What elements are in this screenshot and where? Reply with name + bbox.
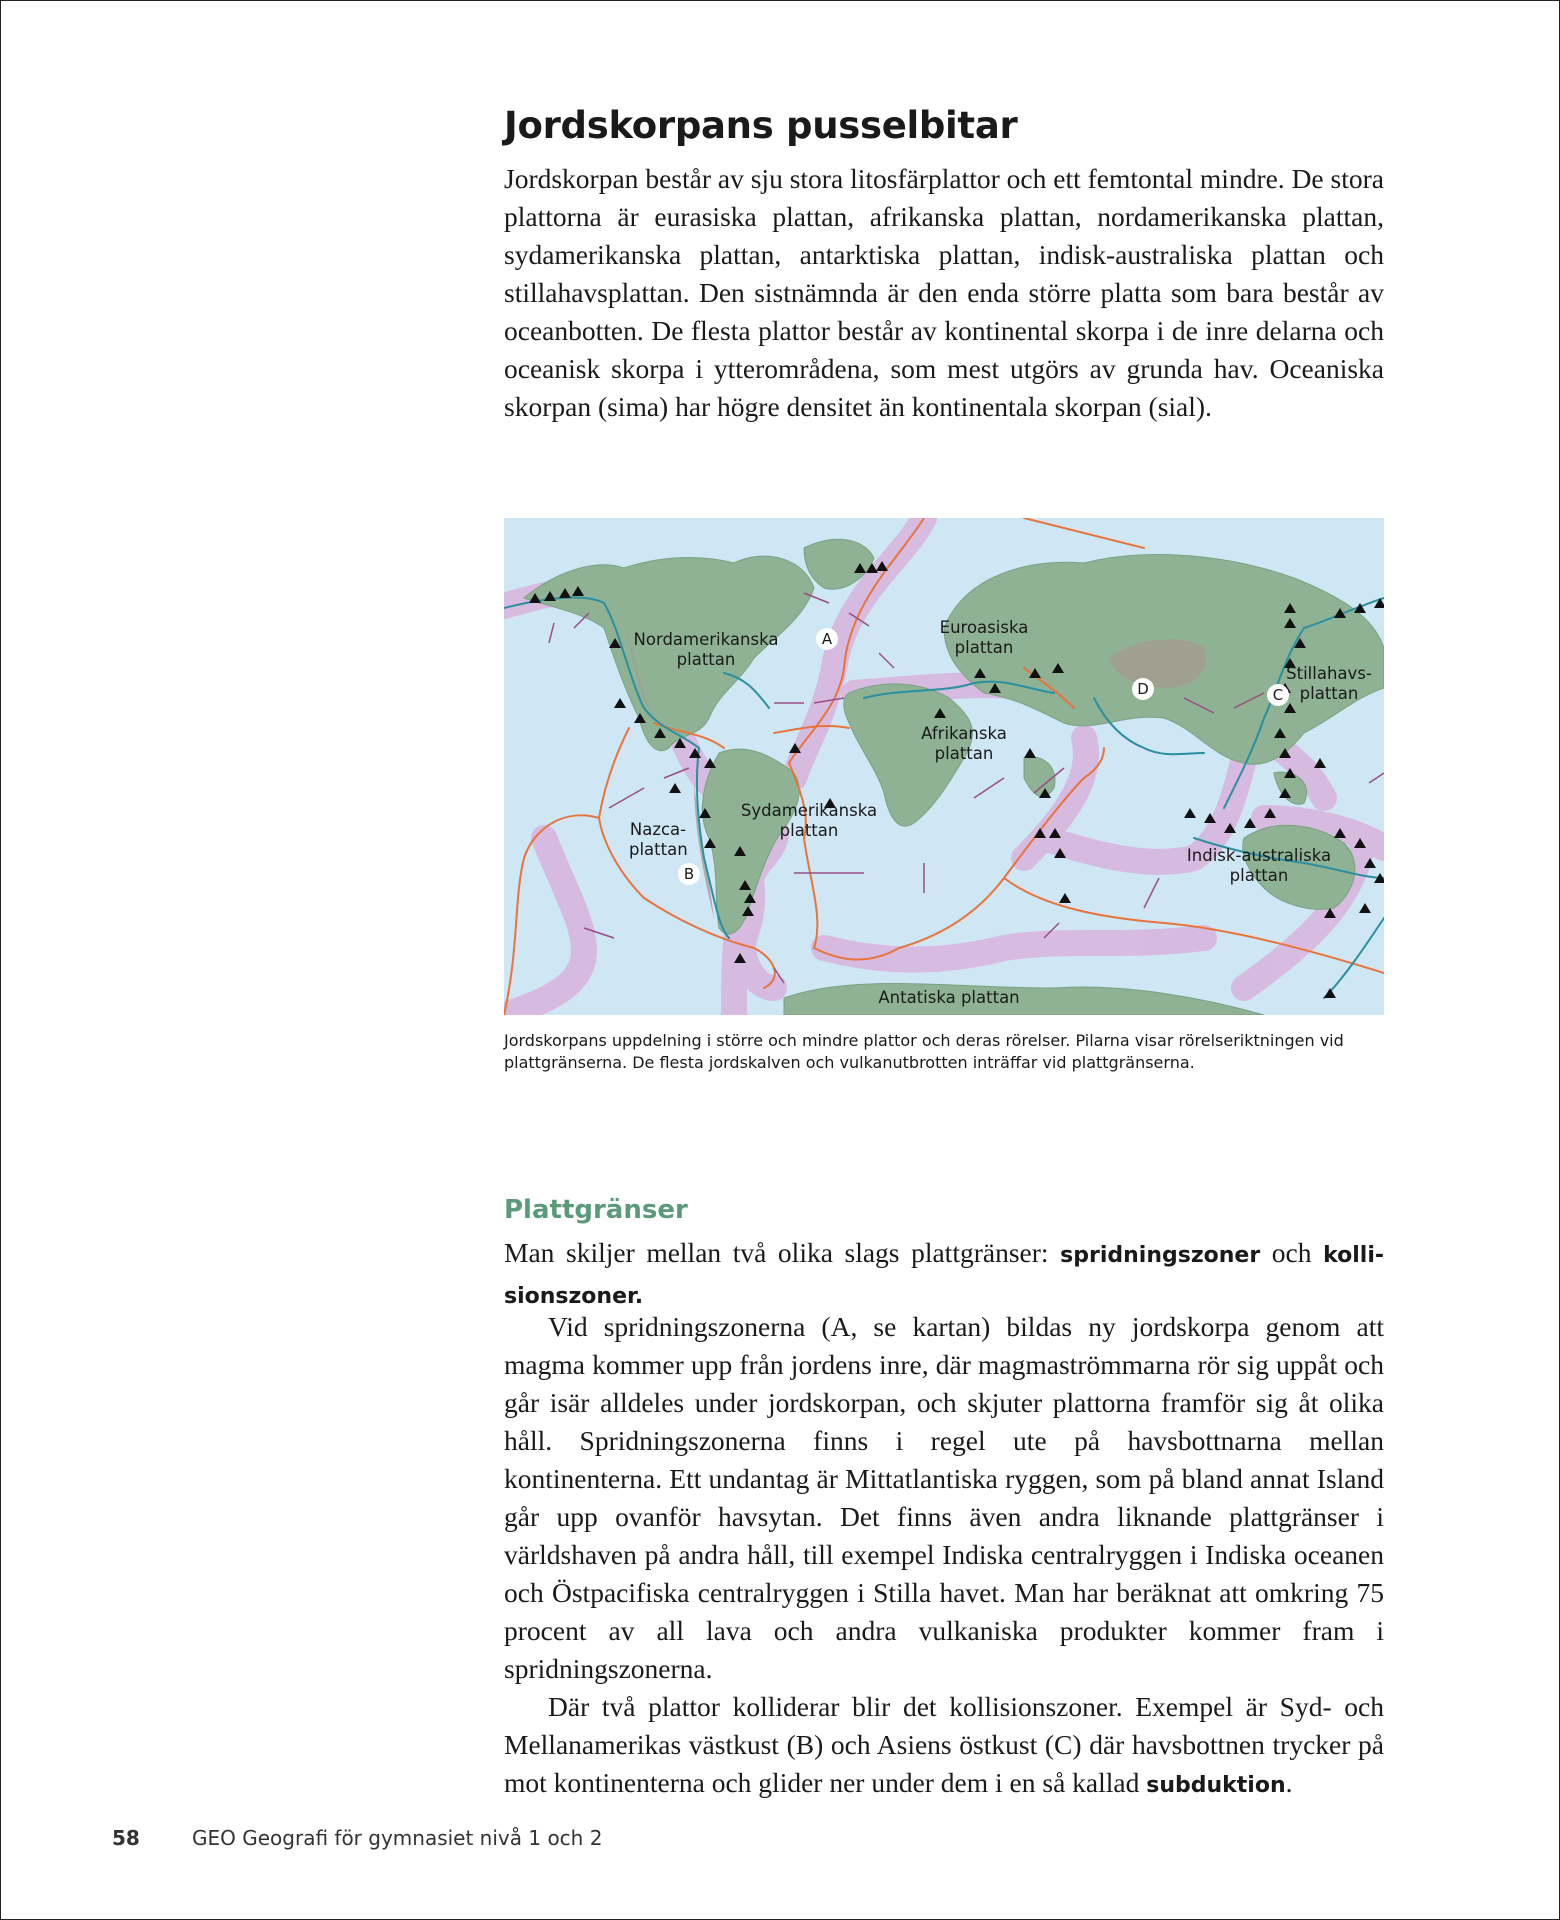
label-euroasiska-plattan: Euroasiska plattan <box>939 618 1029 657</box>
section-heading: Plattgränser <box>504 1195 688 1225</box>
keyword-kollisionszoner: kollisionszoner <box>504 1243 1384 1309</box>
p1-period: . <box>634 1284 644 1309</box>
intro-paragraph: Jordskorpan består av sju stora litosfärplattor och ett femtontal mindre. De stora plattorna är eurasiska plattan, afrikanska plattan, nordamerikanska plattan, sydamerikanska plattan, antarktiska plattan, indisk-australiska plattan och stillahavsplattan. Den sistnämnda är den enda större platta som bara består av oceanbotten. De flesta plattor består av kontinental skorpa i de inre delarna och oceanisk skorpa i ytterområdena, som mest utgörs av grunda hav. Oceaniska skorpan (sima) har högre densitet än kontinentala skorpan (sial). <box>504 163 1384 422</box>
label-nordamerikanska-plattan: Nordamerikanska plattan <box>633 630 779 669</box>
paragraph-plattgranser <box>504 1234 1384 1316</box>
p1-text-and: och <box>1260 1237 1324 1268</box>
keyword-subduktion: subduktion <box>1146 1773 1286 1798</box>
label-afrikanska-plattan: Afrikanska plattan <box>921 724 1007 763</box>
p1-text: Man skiljer mellan två olika slags plattgränser: <box>504 1237 1061 1268</box>
keyword-spridningszoner: spridningszoner <box>1060 1243 1261 1268</box>
paragraph-kollisionszoner <box>504 1688 1384 1805</box>
paragraph-spridningszoner: Vid spridningszonerna (A, se kartan) bildas ny jordskorpa genom att magma kommer upp från jordens inre, där magmaströmmarna rör sig uppåt och går isär alldeles under jordskorpan, och skjuter plattorna framför sig åt olika håll. Spridningszonerna finns i regel ute på havsbottnarna mellan kontinenterna. Ett undantag är Mittatlantiska ryggen, som på bland annat Island går upp ovanför havsytan. Det finns även andra liknande plattgränser i världshaven på andra håll, till exempel Indiska centralryggen i Indiska oceanen och Östpacifiska centralryggen i Stilla havet. Man har beräknat att omkring 75 procent av all lava och andra vulkaniska produkter kommer fram i spridningszonerna. <box>504 1311 1384 1684</box>
page-number: 58 <box>112 1826 140 1850</box>
marker-c: C <box>1267 684 1289 706</box>
label-sydamerikanska-plattan: Sydamerikanska plattan <box>740 801 878 840</box>
plate-map <box>504 518 1384 1015</box>
label-nazca-plattan: Nazca- plattan <box>629 820 688 859</box>
map-caption: Jordskorpans uppdelning i större och mindre plattor och deras rörelser. Pilarna visar rörelseriktningen vid plattgränserna. De flesta jordskalven och vulkanutbrotten inträffar vid plattgränserna. <box>504 1031 1344 1072</box>
marker-b: B <box>678 863 700 885</box>
book-title: GEO Geografi för gymnasiet nivå 1 och 2 <box>192 1826 603 1850</box>
marker-d: D <box>1132 678 1154 700</box>
label-antarktiska-plattan: Antatiska plattan <box>878 988 1020 1007</box>
land-masses <box>524 539 1384 1015</box>
label-stillahavsplattan: Stillahavs- plattan <box>1286 664 1372 703</box>
p3-period: . <box>1285 1767 1293 1798</box>
p3-text: Där två plattor kolliderar blir det kollisionszoner. Exempel är Syd- och Mellanamerikas västkust (B) och Asiens östkust (C) där havsbottnen trycker på mot kontinenterna och glider ner under dem i en så kallad <box>504 1691 1384 1798</box>
label-indisk-australiska-plattan: Indisk-australiska plattan <box>1186 846 1332 885</box>
map-graphic <box>504 518 1384 1015</box>
marker-a: A <box>816 628 838 650</box>
page-heading: Jordskorpans pusselbitar <box>504 104 1018 147</box>
